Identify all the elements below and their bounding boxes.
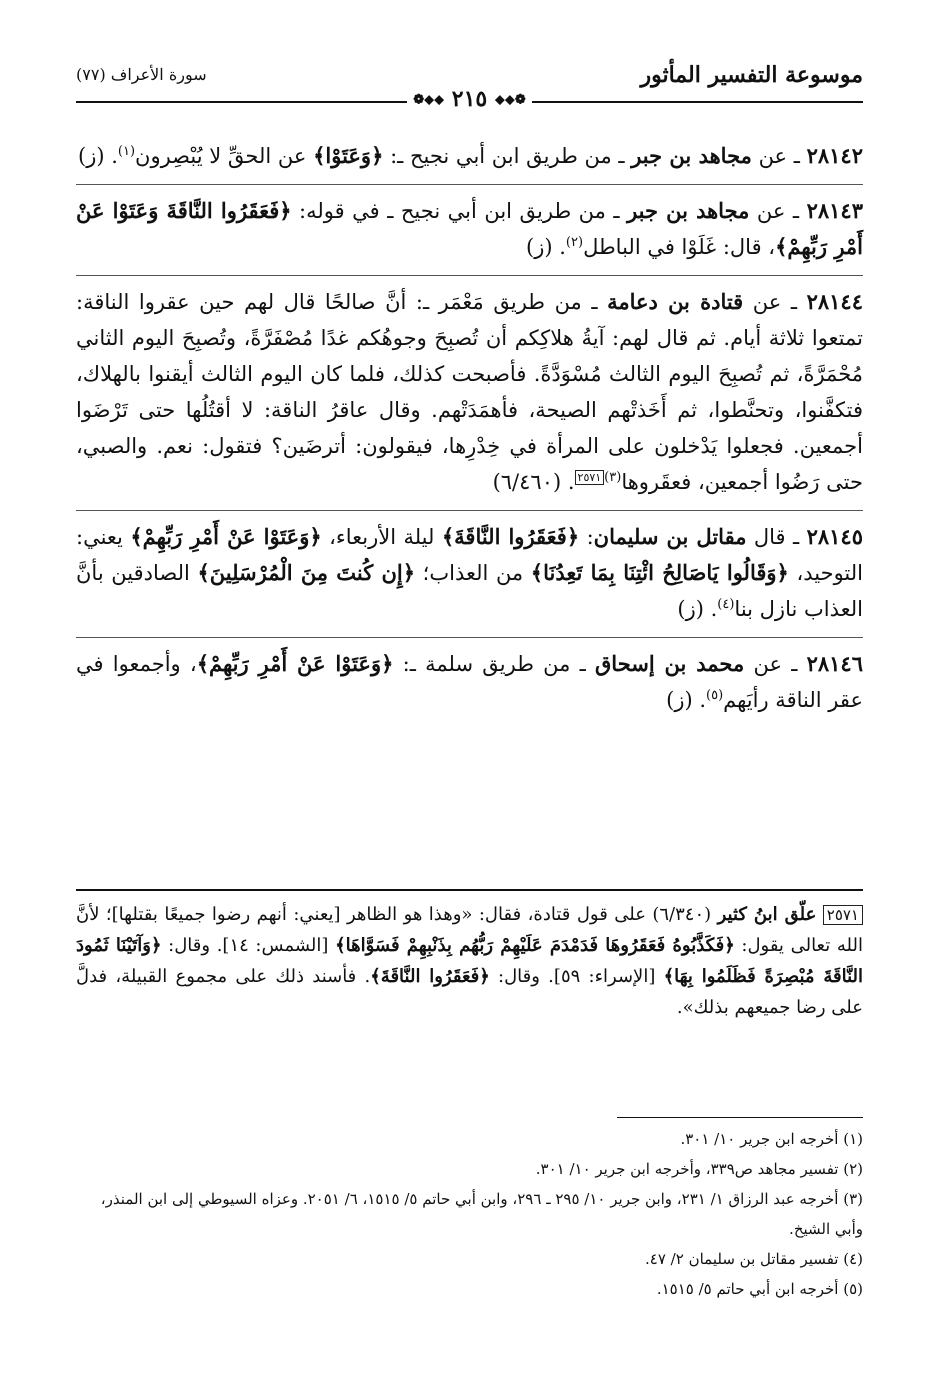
commentary-text: (٦/٣٤٠) على قول قتادة، فقال: «وهذا هو الظاهر [يعني: أنهم رضوا جميعًا بقتلها]؛ لأنَّ الله تعالى يقول: (76, 904, 863, 956)
narration-28145 (76, 510, 863, 637)
narration-28143 (76, 184, 863, 275)
footnote-ref: (٥) (706, 688, 724, 703)
quran-quote: ﴿وَقَالُوا يَاصَالِحُ ائْتِنَا بِمَا تَعِدُنَا﴾ (530, 560, 789, 585)
commentary-block (76, 889, 863, 1023)
narration-28142 (76, 138, 863, 184)
narration-28146 (76, 637, 863, 728)
quran-quote: ﴿فَعَقَرُوا النَّاقَةَ وَعَتَوْا عَنْ أَمْرِ رَبِّهِمْ﴾ (76, 198, 863, 259)
quran-quote: ﴿وَعَتَوْا عَنْ أَمْرِ رَبِّهِمْ﴾ (130, 524, 322, 549)
commentary-text: [الشمس: ١٤]. وقال: (161, 935, 336, 956)
footnotes (76, 1124, 863, 1304)
narration-text: الصادقين بأنَّ العذاب نازل بنا (76, 561, 863, 621)
narration-text: يعني: التوحيد، (76, 525, 863, 585)
narration-text: ـ من طريق ابن أبي نجيح ـ: (383, 144, 632, 168)
narration-text: ـ قال (746, 525, 807, 549)
footnote-5: (٥) أخرجه ابن أبي حاتم ٥/ ١٥١٥. (656, 1280, 863, 1298)
narration-number: ٢٨١٤٦ (806, 651, 863, 676)
narration-number: ٢٨١٤٢ (806, 143, 863, 168)
commentary-ref-box: ٢٥٧١ (575, 470, 605, 485)
commentary-author: علّق ابنُ كثير (717, 904, 817, 925)
footnote-rule (617, 1117, 863, 1118)
narrations (76, 138, 863, 728)
narrator-name: محمد بن إسحاق (595, 651, 745, 676)
narration-text: ، قال: غَلَوْا في الباطل (583, 235, 776, 259)
ornament-right-icon: ◆◆❁ (413, 92, 445, 108)
narration-text: ـ من طريق مَعْمَر ـ: أنَّ صالحًا قال لهم حين عقروا الناقة: تمتعوا ثلاثة أيام. ثم قال لهم: آيةُ هلاكِكم أن تُصبِحَ وجوهُكم غدًا مُصْفَرَّةً، وتُصبِحَ اليوم الثاني مُحْمَرَّةً، ثم تُصبِحَ اليوم الثالث مُسْوَدَّةً. فأصبحت كذلك، فلما كان اليوم الثالث أيقنوا بالهلاك، فتكفَّنوا، وتحنَّطوا، ثم أَخَذتْهم الصيحة، فأهمَدَتْهم. وقال عاقرُ الناقة: لا أقتُلُها حتى تَرْضَوا أجمعين. فجعلوا يَدْخلون على المرأة في خِدْرِها، فيقولون: أترضَين؟ فتقول: نعم. والصبي، حتى رَضُوا أجمعين، فعقَروها (76, 290, 863, 494)
narration-text: ـ من طريق سلمة ـ: (393, 652, 596, 676)
narration-text: ليلة الأربعاء، (321, 525, 442, 549)
commentary-text: [الإسراء: ٥٩]. وقال: (489, 966, 664, 987)
quran-quote: ﴿فَعَقَرُوا النَّاقَةَ﴾ (370, 966, 490, 987)
narration-text: عن الحقِّ لا يُبْصِرون (135, 144, 314, 168)
footnote-2: (٢) تفسير مجاهد ص٣٣٩، وأخرجه ابن جرير ١٠/ ٣٠١. (535, 1160, 863, 1178)
narration-text: . (ز) (666, 688, 707, 712)
footnote-ref: (٤) (717, 597, 735, 612)
book-title: موسوعة التفسير المأثور (640, 62, 863, 88)
narration-text: ، وأجمعوا في عقر الناقة رأيَهم (76, 652, 863, 712)
narration-text: . (ز) (78, 144, 118, 168)
narration-text: ـ عن (749, 199, 807, 223)
footnote-ref: (١) (117, 144, 136, 159)
quran-quote: ﴿وَآتَيْنَا ثَمُودَ النَّاقَةَ مُبْصِرَةً فَظَلَمُوا بِهَا﴾ (76, 935, 863, 987)
commentary-text: . فأسند ذلك على مجموع القبيلة، فدلَّ على رضا جميعهم بذلك». (76, 966, 863, 1018)
narration-number: ٢٨١٤٥ (806, 524, 863, 549)
footnote-4: (٤) تفسير مقاتل بن سليمان ٢/ ٤٧. (645, 1250, 863, 1268)
ornament-left-icon: ❁◆◆ (494, 92, 526, 108)
narration-text: . (ز) (526, 235, 566, 259)
footnote-3: (٣) أخرجه عبد الرزاق ١/ ٢٣١، وابن جرير ١٠/ ٢٩٥ ـ ٢٩٦، وابن أبي حاتم ٥/ ١٥١٥، ٦/ ٢٠٥١. وعزاه السيوطي إلى ابن المنذر، وأبي الشيخ. (100, 1190, 863, 1238)
quran-quote: ﴿إِن كُنتَ مِنَ الْمُرْسَلِينَ﴾ (197, 560, 416, 585)
narration-text: ـ عن (744, 652, 807, 676)
footnote-1: (١) أخرجه ابن جرير ١٠/ ٣٠١. (680, 1130, 863, 1148)
narration-text: : (579, 525, 594, 549)
narration-text: . (ز) (677, 597, 718, 621)
quran-quote: ﴿وَعَتَوْا﴾ (313, 143, 384, 168)
quran-quote: ﴿وَعَتَوْا عَنْ أَمْرِ رَبِّهِمْ﴾ (196, 651, 394, 676)
page-number-block (0, 86, 939, 112)
page-number: ٢١٥ (451, 86, 488, 112)
quran-quote: ﴿فَكَذَّبُوهُ فَعَقَرُوهَا فَدَمْدَمَ عَلَيْهِمْ رَبُّهُم بِذَنْبِهِمْ فَسَوَّاهَا﴾ (335, 935, 735, 956)
footnote-ref: (٢) (565, 235, 584, 250)
narrator-name: مجاهد بن جبر (627, 198, 750, 223)
narration-28144 (76, 275, 863, 510)
narration-text: من العذاب؛ (415, 561, 531, 585)
narrator-name: مقاتل بن سليمان (593, 524, 747, 549)
narrator-name: مجاهد بن جبر (631, 143, 752, 168)
footnote-ref: (٣) (604, 470, 622, 485)
narration-number: ٢٨١٤٤ (806, 289, 863, 314)
narration-text: ـ عن (743, 290, 807, 314)
page-number-frame (407, 86, 532, 112)
quran-quote: ﴿فَعَقَرُوا النَّاقَةَ﴾ (441, 524, 580, 549)
narration-text: ـ من طريق ابن أبي نجيح ـ في قوله: (291, 199, 628, 223)
surah-label: سورة الأعراف (٧٧) (76, 65, 207, 84)
narrator-name: قتادة بن دعامة (607, 289, 744, 314)
narration-text: . (٦/٤٦٠) (492, 470, 575, 494)
narration-number: ٢٨١٤٣ (806, 198, 863, 223)
commentary-number-box: ٢٥٧١ (823, 905, 863, 925)
narration-text: ـ عن (751, 144, 807, 168)
